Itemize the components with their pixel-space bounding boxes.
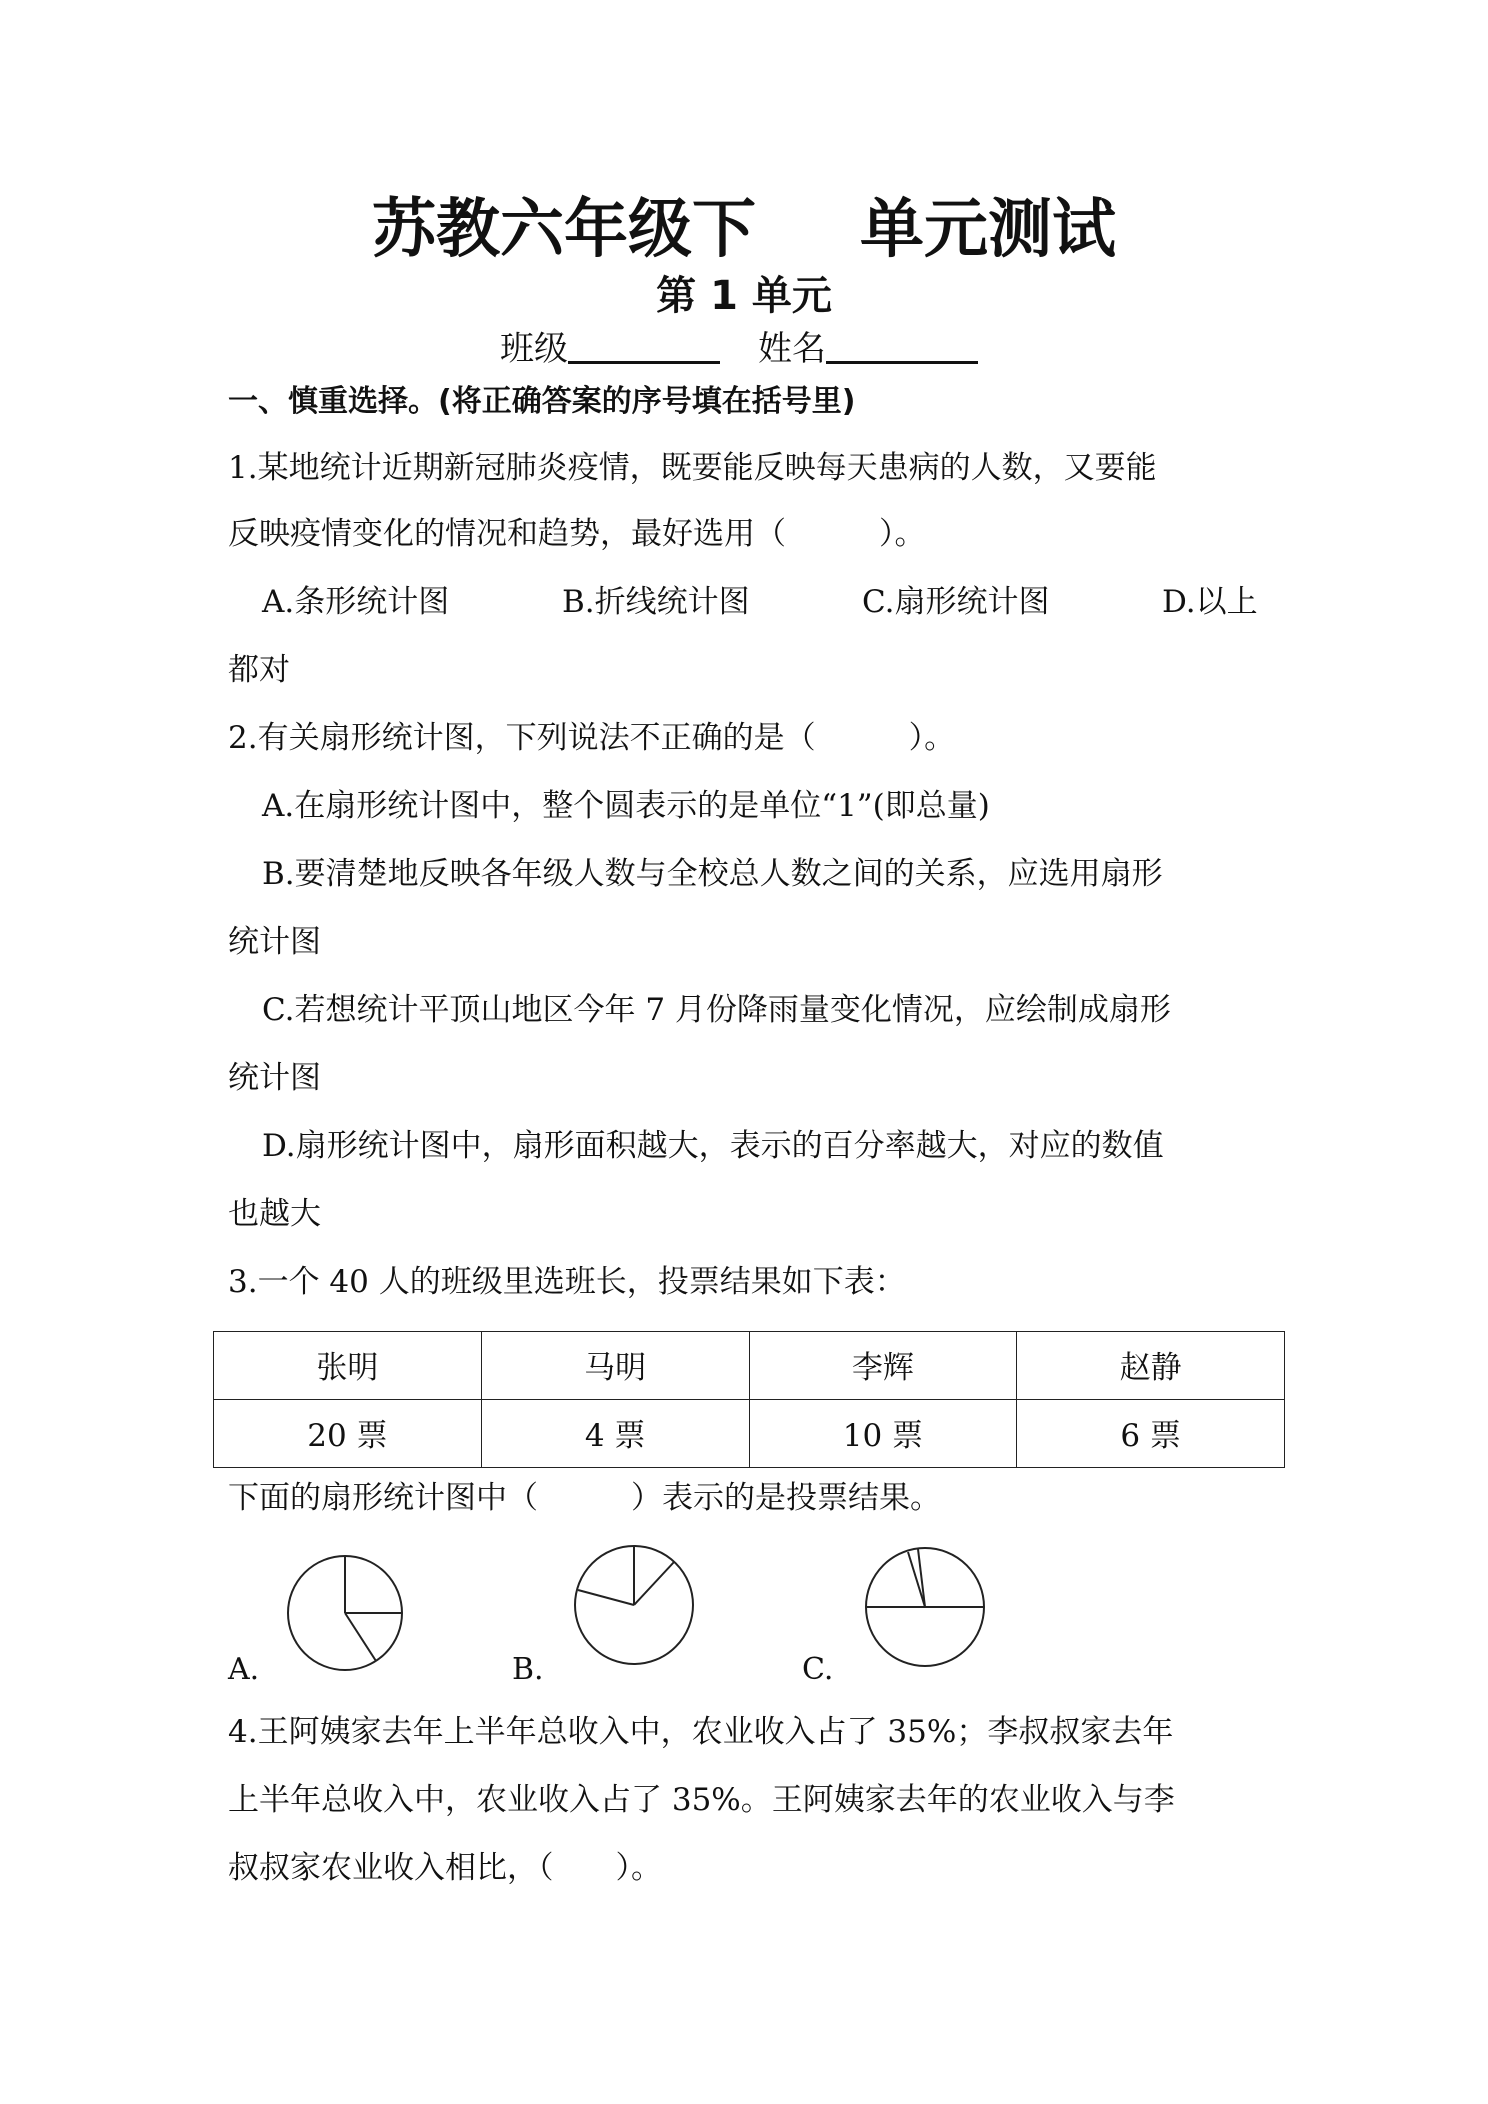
q2-option-c: C.若想统计平顶山地区今年 7 月份降雨量变化情况，应绘制成扇形 [262, 992, 1171, 1028]
q2-option-d: D.扇形统计图中，扇形面积越大，表示的百分率越大，对应的数值 [262, 1128, 1164, 1164]
q3-stem: 3.一个 40 人的班级里选班长，投票结果如下表： [228, 1264, 906, 1300]
q1-line2: 反映疫情变化的情况和趋势，最好选用（ ）。 [228, 516, 926, 552]
q2-stem: 2.有关扇形统计图，下列说法不正确的是（ ）。 [228, 720, 956, 756]
q4-line3: 叔叔家农业收入相比，（ ）。 [228, 1850, 662, 1886]
pie-chart-c [862, 1544, 992, 1674]
pie-label-c: C. [802, 1652, 834, 1687]
table-cell: 6 票 [1017, 1400, 1285, 1468]
section-heading: 一、慎重选择。(将正确答案的序号填在括号里) [228, 384, 856, 419]
q1-option-c: C.扇形统计图 [862, 584, 1050, 620]
page-title [0, 190, 1488, 270]
table-cell: 马明 [481, 1332, 749, 1400]
name-label: 姓名 [758, 329, 826, 369]
pie-divider [634, 1562, 674, 1605]
q2-option-a: A.在扇形统计图中，整个圆表示的是单位“1”(即总量) [262, 788, 990, 824]
table-cell: 10 票 [749, 1400, 1017, 1468]
table-cell: 赵静 [1017, 1332, 1285, 1400]
q2-option-c-cont: 统计图 [228, 1060, 321, 1096]
q1-option-d-cont: 都对 [228, 652, 290, 688]
q3-after: 下面的扇形统计图中（ ）表示的是投票结果。 [228, 1480, 941, 1516]
pie-divider [345, 1613, 376, 1661]
q2-option-b-cont: 统计图 [228, 924, 321, 960]
class-label: 班级 [500, 329, 568, 369]
name-blank [826, 327, 978, 364]
pie-divider [578, 1590, 634, 1605]
q4-line2: 上半年总收入中，农业收入占了 35%。王阿姨家去年的农业收入与李 [228, 1782, 1175, 1818]
table-cell: 4 票 [481, 1400, 749, 1468]
q1-option-b: B.折线统计图 [562, 584, 750, 620]
table-cell: 张明 [214, 1332, 482, 1400]
q1-option-d: D.以上 [1162, 584, 1258, 620]
table-row [214, 1332, 1285, 1400]
table-row [214, 1400, 1285, 1468]
vote-table [213, 1331, 1285, 1468]
pie-chart-a [285, 1548, 415, 1678]
pie-label-a: A. [228, 1652, 260, 1687]
q2-option-b: B.要清楚地反映各年级人数与全校总人数之间的关系，应选用扇形 [262, 856, 1163, 892]
pie-chart-b [572, 1540, 702, 1670]
q1-option-a: A.条形统计图 [262, 584, 450, 620]
class-blank [568, 327, 720, 364]
student-info [500, 324, 978, 374]
q1-line1: 1.某地统计近期新冠肺炎疫情，既要能反映每天患病的人数，又要能 [228, 450, 1157, 486]
title-right: 单元测试 [860, 193, 1116, 267]
q4-line1: 4.王阿姨家去年上半年总收入中，农业收入占了 35%；李叔叔家去年 [228, 1714, 1174, 1750]
pie-label-b: B. [512, 1652, 544, 1687]
unit-subtitle: 第 1 单元 [656, 273, 832, 319]
title-left: 苏教六年级下 [372, 193, 756, 267]
table-cell: 20 票 [214, 1400, 482, 1468]
q2-option-d-cont: 也越大 [228, 1196, 321, 1232]
table-cell: 李辉 [749, 1332, 1017, 1400]
